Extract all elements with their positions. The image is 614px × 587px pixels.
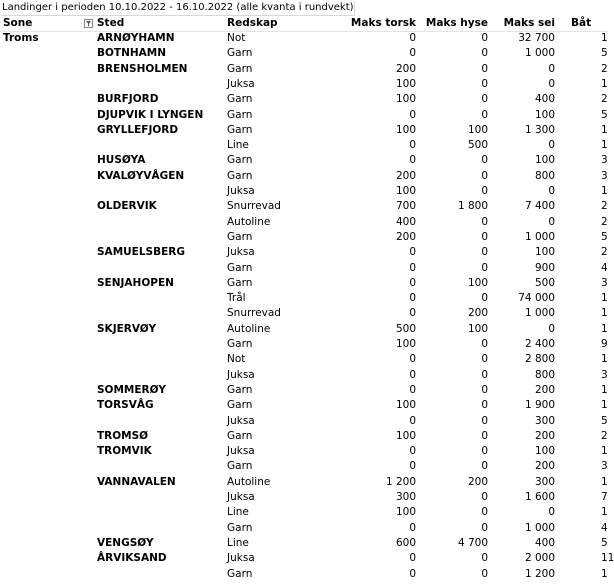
cell-bat: 3 [601, 368, 608, 381]
cell-redskap: Juksa [227, 185, 255, 197]
cell-hyse: 0 [481, 93, 488, 106]
cell-bat: 1 [601, 322, 608, 335]
table-row[interactable] [0, 184, 608, 199]
cell-torsk: 0 [409, 108, 416, 121]
cell-bat: 2 [601, 215, 608, 228]
cell-redskap: Juksa [227, 445, 255, 458]
cell-redskap: Garn [227, 338, 253, 350]
cell-hyse: 0 [481, 246, 488, 259]
cell-torsk: 0 [409, 460, 416, 473]
cell-torsk: 0 [409, 414, 416, 427]
cell-hyse: 500 [467, 139, 488, 152]
cell-redskap: Not [227, 353, 246, 366]
cell-sei: 1 200 [524, 567, 555, 580]
cell-hyse: 0 [481, 460, 488, 473]
table-row[interactable] [0, 153, 608, 168]
cell-bat: 1 [601, 292, 608, 305]
table-row[interactable] [0, 567, 608, 582]
cell-sei: 800 [534, 169, 555, 182]
col-header-maks-torsk[interactable]: Maks torsk [350, 17, 416, 29]
cell-sei: 1 300 [524, 123, 555, 136]
cell-sei: 1 000 [524, 230, 555, 243]
cell-sted: VENGSØY [97, 536, 154, 549]
cell-torsk: 0 [409, 368, 416, 381]
cell-redskap: Garn [227, 108, 253, 121]
cell-sei: 100 [534, 445, 555, 458]
cell-sei: 2 400 [524, 338, 555, 350]
cell-sei: 500 [534, 276, 555, 289]
cell-bat: 1 [601, 123, 608, 136]
cell-bat: 1 [601, 32, 608, 44]
table-row[interactable] [0, 138, 608, 153]
cell-torsk: 100 [395, 338, 416, 350]
cell-sted: VANNAVALEN [97, 475, 176, 488]
cell-torsk: 0 [409, 47, 416, 60]
report-title: Landinger i perioden 10.10.2022 - 16.10.2022 (alle kvanta i rundvekt) [2, 1, 355, 16]
cell-sted: SENJAHOPEN [97, 276, 174, 289]
cell-sted: SAMUELSBERG [97, 246, 185, 259]
cell-torsk: 0 [409, 383, 416, 396]
table-row[interactable] [0, 414, 608, 429]
cell-sei: 0 [548, 185, 555, 197]
cell-hyse: 0 [481, 47, 488, 60]
cell-sei: 1 900 [524, 399, 555, 412]
cell-sted: ARNØYHAMN [97, 32, 175, 44]
cell-bat: 1 [601, 185, 608, 197]
cell-redskap: Line [227, 506, 249, 519]
cell-hyse: 0 [481, 353, 488, 366]
cell-sei: 0 [548, 139, 555, 152]
cell-torsk: 0 [409, 307, 416, 320]
col-header-redskap[interactable]: Redskap [227, 17, 278, 29]
cell-redskap: Juksa [227, 368, 255, 381]
cell-bat: 5 [601, 108, 608, 121]
cell-bat: 2 [601, 246, 608, 259]
filter-icon[interactable] [84, 19, 93, 28]
cell-sei: 800 [534, 368, 555, 381]
cell-hyse: 0 [481, 491, 488, 503]
cell-redskap: Trål [227, 292, 246, 305]
cell-redskap: Garn [227, 93, 253, 106]
cell-redskap: Juksa [227, 414, 255, 427]
cell-sei: 0 [548, 506, 555, 519]
cell-bat: 2 [601, 429, 608, 442]
cell-redskap: Garn [227, 169, 253, 182]
cell-torsk: 700 [395, 200, 416, 213]
cell-torsk: 0 [409, 246, 416, 259]
cell-hyse: 0 [481, 445, 488, 458]
cell-redskap: Garn [227, 567, 253, 580]
col-header-maks-hyse[interactable]: Maks hyse [425, 17, 488, 29]
cell-torsk: 200 [395, 169, 416, 182]
cell-bat: 1 [601, 399, 608, 412]
cell-hyse: 0 [481, 521, 488, 534]
cell-bat: 3 [601, 154, 608, 167]
cell-redskap: Juksa [227, 246, 255, 259]
cell-hyse: 1 800 [457, 200, 488, 213]
cell-redskap: Autoline [227, 322, 271, 335]
cell-hyse: 0 [481, 77, 488, 90]
cell-sei: 100 [534, 246, 555, 259]
table-row[interactable] [0, 199, 608, 214]
cell-sei: 2 800 [524, 353, 555, 366]
cell-sted: SKJERVØY [97, 322, 157, 335]
cell-bat: 5 [601, 47, 608, 60]
cell-hyse: 100 [467, 276, 488, 289]
cell-redskap: Garn [227, 276, 253, 289]
cell-sted: TROMSØ [97, 429, 149, 442]
cell-torsk: 0 [409, 139, 416, 152]
table-row[interactable] [0, 490, 608, 505]
col-header-sone[interactable]: Sone [3, 17, 33, 29]
cell-sted: DJUPVIK I LYNGEN [97, 108, 204, 121]
cell-redskap: Garn [227, 383, 253, 396]
table-row[interactable] [0, 475, 608, 490]
cell-hyse: 0 [481, 383, 488, 396]
cell-torsk: 0 [409, 567, 416, 580]
cell-sted: BRENSHOLMEN [97, 62, 188, 75]
cell-torsk: 100 [395, 429, 416, 442]
cell-bat: 5 [601, 536, 608, 549]
cell-sei: 0 [548, 215, 555, 228]
cell-torsk: 0 [409, 261, 416, 274]
cell-redskap: Snurrevad [227, 200, 281, 213]
table-row[interactable] [0, 230, 608, 245]
cell-torsk: 0 [409, 32, 416, 44]
cell-hyse: 0 [481, 230, 488, 243]
cell-bat: 1 [601, 383, 608, 396]
cell-hyse: 0 [481, 567, 488, 580]
cell-sted: GRYLLEFJORD [97, 123, 179, 136]
cell-sei: 400 [534, 93, 555, 106]
table-row[interactable] [0, 291, 608, 306]
cell-redskap: Garn [227, 521, 253, 534]
cell-torsk: 100 [395, 123, 416, 136]
cell-hyse: 0 [481, 368, 488, 381]
cell-sei: 200 [534, 460, 555, 473]
table-row[interactable] [0, 383, 608, 398]
cell-sei: 0 [548, 62, 555, 75]
cell-bat: 4 [601, 261, 608, 274]
cell-torsk: 100 [395, 185, 416, 197]
cell-redskap: Snurrevad [227, 307, 281, 320]
cell-sei: 1 000 [524, 47, 555, 60]
cell-sei: 2 000 [524, 552, 555, 565]
table-row[interactable] [0, 62, 608, 77]
table-row[interactable] [0, 108, 608, 123]
table-row[interactable] [0, 92, 608, 107]
cell-sei: 32 700 [518, 32, 555, 44]
cell-hyse: 0 [481, 414, 488, 427]
cell-hyse: 100 [467, 322, 488, 335]
cell-bat: 1 [601, 139, 608, 152]
cell-torsk: 0 [409, 154, 416, 167]
table-row[interactable] [0, 123, 608, 138]
table-row[interactable] [0, 322, 608, 337]
table-row[interactable] [0, 276, 608, 291]
cell-torsk: 100 [395, 399, 416, 412]
cell-redskap: Juksa [227, 77, 255, 90]
cell-redskap: Garn [227, 261, 253, 274]
cell-sei: 74 000 [518, 292, 555, 305]
cell-torsk: 0 [409, 552, 416, 565]
cell-hyse: 0 [481, 506, 488, 519]
cell-bat: 1 [601, 77, 608, 90]
cell-hyse: 0 [481, 169, 488, 182]
cell-sei: 7 400 [524, 200, 555, 213]
cell-bat: 3 [601, 460, 608, 473]
cell-redskap: Not [227, 32, 246, 44]
cell-redskap: Garn [227, 47, 253, 60]
cell-sei: 300 [534, 475, 555, 488]
cell-sei: 0 [548, 322, 555, 335]
cell-redskap: Garn [227, 123, 253, 136]
cell-bat: 2 [601, 200, 608, 213]
cell-bat: 1 [601, 353, 608, 366]
cell-sei: 300 [534, 414, 555, 427]
cell-torsk: 500 [395, 322, 416, 335]
table-row[interactable] [0, 429, 608, 444]
cell-torsk: 600 [395, 536, 416, 549]
table-row[interactable] [0, 245, 608, 260]
cell-sei: 1 600 [524, 491, 555, 503]
table-row[interactable] [0, 444, 608, 459]
cell-torsk: 400 [395, 215, 416, 228]
cell-sei: 100 [534, 108, 555, 121]
table-row[interactable] [0, 521, 608, 536]
table-row[interactable] [0, 459, 608, 474]
cell-hyse: 0 [481, 552, 488, 565]
cell-redskap: Line [227, 536, 249, 549]
cell-bat: 2 [601, 93, 608, 106]
cell-bat: 1 [601, 506, 608, 519]
col-header-maks-sei[interactable]: Maks sei [503, 17, 555, 29]
table-row[interactable] [0, 31, 608, 46]
cell-hyse: 0 [481, 261, 488, 274]
cell-hyse: 4 700 [457, 536, 488, 549]
table-row[interactable] [0, 352, 608, 367]
cell-torsk: 200 [395, 230, 416, 243]
table-row[interactable] [0, 551, 614, 566]
cell-sei: 400 [534, 536, 555, 549]
table-row[interactable] [0, 261, 608, 276]
cell-torsk: 0 [409, 521, 416, 534]
col-header-sted[interactable]: Sted [97, 17, 125, 29]
cell-hyse: 0 [481, 185, 488, 197]
cell-torsk: 200 [395, 62, 416, 75]
cell-sted: BOTNHAMN [97, 47, 167, 60]
table-row[interactable] [0, 505, 608, 520]
cell-sted: KVALØYVÅGEN [97, 169, 185, 182]
cell-hyse: 0 [481, 429, 488, 442]
cell-bat: 5 [601, 230, 608, 243]
cell-sted: TROMVIK [97, 445, 152, 458]
cell-sei: 200 [534, 429, 555, 442]
cell-sei: 0 [548, 77, 555, 90]
cell-sted: SOMMERØY [97, 383, 166, 396]
cell-hyse: 0 [481, 154, 488, 167]
cell-hyse: 200 [467, 475, 488, 488]
cell-bat: 1 [601, 567, 608, 580]
cell-redskap: Garn [227, 399, 253, 412]
cell-torsk: 100 [395, 93, 416, 106]
cell-sei: 1 000 [524, 521, 555, 534]
cell-torsk: 0 [409, 276, 416, 289]
table-row[interactable] [0, 46, 608, 61]
cell-sted: ÅRVIKSAND [97, 552, 167, 565]
table-row[interactable] [0, 77, 608, 92]
cell-redskap: Garn [227, 62, 253, 75]
cell-redskap: Garn [227, 429, 253, 442]
cell-torsk: 0 [409, 353, 416, 366]
cell-torsk: 100 [395, 506, 416, 519]
table-row[interactable] [0, 169, 608, 184]
cell-bat: 11 [601, 552, 614, 565]
cell-sei: 1 000 [524, 307, 555, 320]
cell-bat: 4 [601, 521, 608, 534]
table-row[interactable] [0, 337, 608, 352]
cell-sei: 200 [534, 383, 555, 396]
cell-bat: 5 [601, 414, 608, 427]
cell-bat: 1 [601, 307, 608, 320]
cell-redskap: Line [227, 139, 249, 152]
cell-sei: 900 [534, 261, 555, 274]
cell-hyse: 200 [467, 307, 488, 320]
cell-sted: TORSVÅG [97, 399, 154, 412]
cell-redskap: Garn [227, 154, 253, 167]
cell-hyse: 0 [481, 62, 488, 75]
table-row[interactable] [0, 368, 608, 383]
cell-torsk: 0 [409, 292, 416, 305]
cell-sone: Troms [3, 32, 39, 44]
cell-hyse: 0 [481, 338, 488, 350]
cell-redskap: Autoline [227, 475, 271, 488]
cell-hyse: 0 [481, 215, 488, 228]
cell-sted: HUSØYA [97, 154, 146, 167]
cell-redskap: Juksa [227, 491, 255, 503]
table-row[interactable] [0, 215, 608, 230]
cell-torsk: 100 [395, 77, 416, 90]
cell-hyse: 0 [481, 108, 488, 121]
cell-torsk: 300 [395, 491, 416, 503]
cell-hyse: 0 [481, 399, 488, 412]
cell-bat: 9 [601, 338, 608, 350]
cell-bat: 3 [601, 276, 608, 289]
col-header-bat[interactable]: Båt [571, 17, 592, 29]
cell-sted: BURFJORD [97, 93, 159, 106]
cell-redskap: Garn [227, 230, 253, 243]
table-row[interactable] [0, 306, 608, 321]
cell-hyse: 0 [481, 32, 488, 44]
cell-torsk: 1 200 [385, 475, 416, 488]
cell-bat: 3 [601, 169, 608, 182]
cell-redskap: Autoline [227, 215, 271, 228]
cell-redskap: Garn [227, 460, 253, 473]
cell-torsk: 0 [409, 445, 416, 458]
cell-bat: 1 [601, 445, 608, 458]
table-row[interactable] [0, 536, 608, 551]
cell-hyse: 100 [467, 123, 488, 136]
cell-bat: 7 [601, 491, 608, 503]
cell-redskap: Juksa [227, 552, 255, 565]
cell-hyse: 0 [481, 292, 488, 305]
cell-bat: 2 [601, 62, 608, 75]
cell-sei: 100 [534, 154, 555, 167]
table-row[interactable] [0, 398, 608, 413]
cell-sted: OLDERVIK [97, 200, 157, 213]
cell-bat: 1 [601, 475, 608, 488]
